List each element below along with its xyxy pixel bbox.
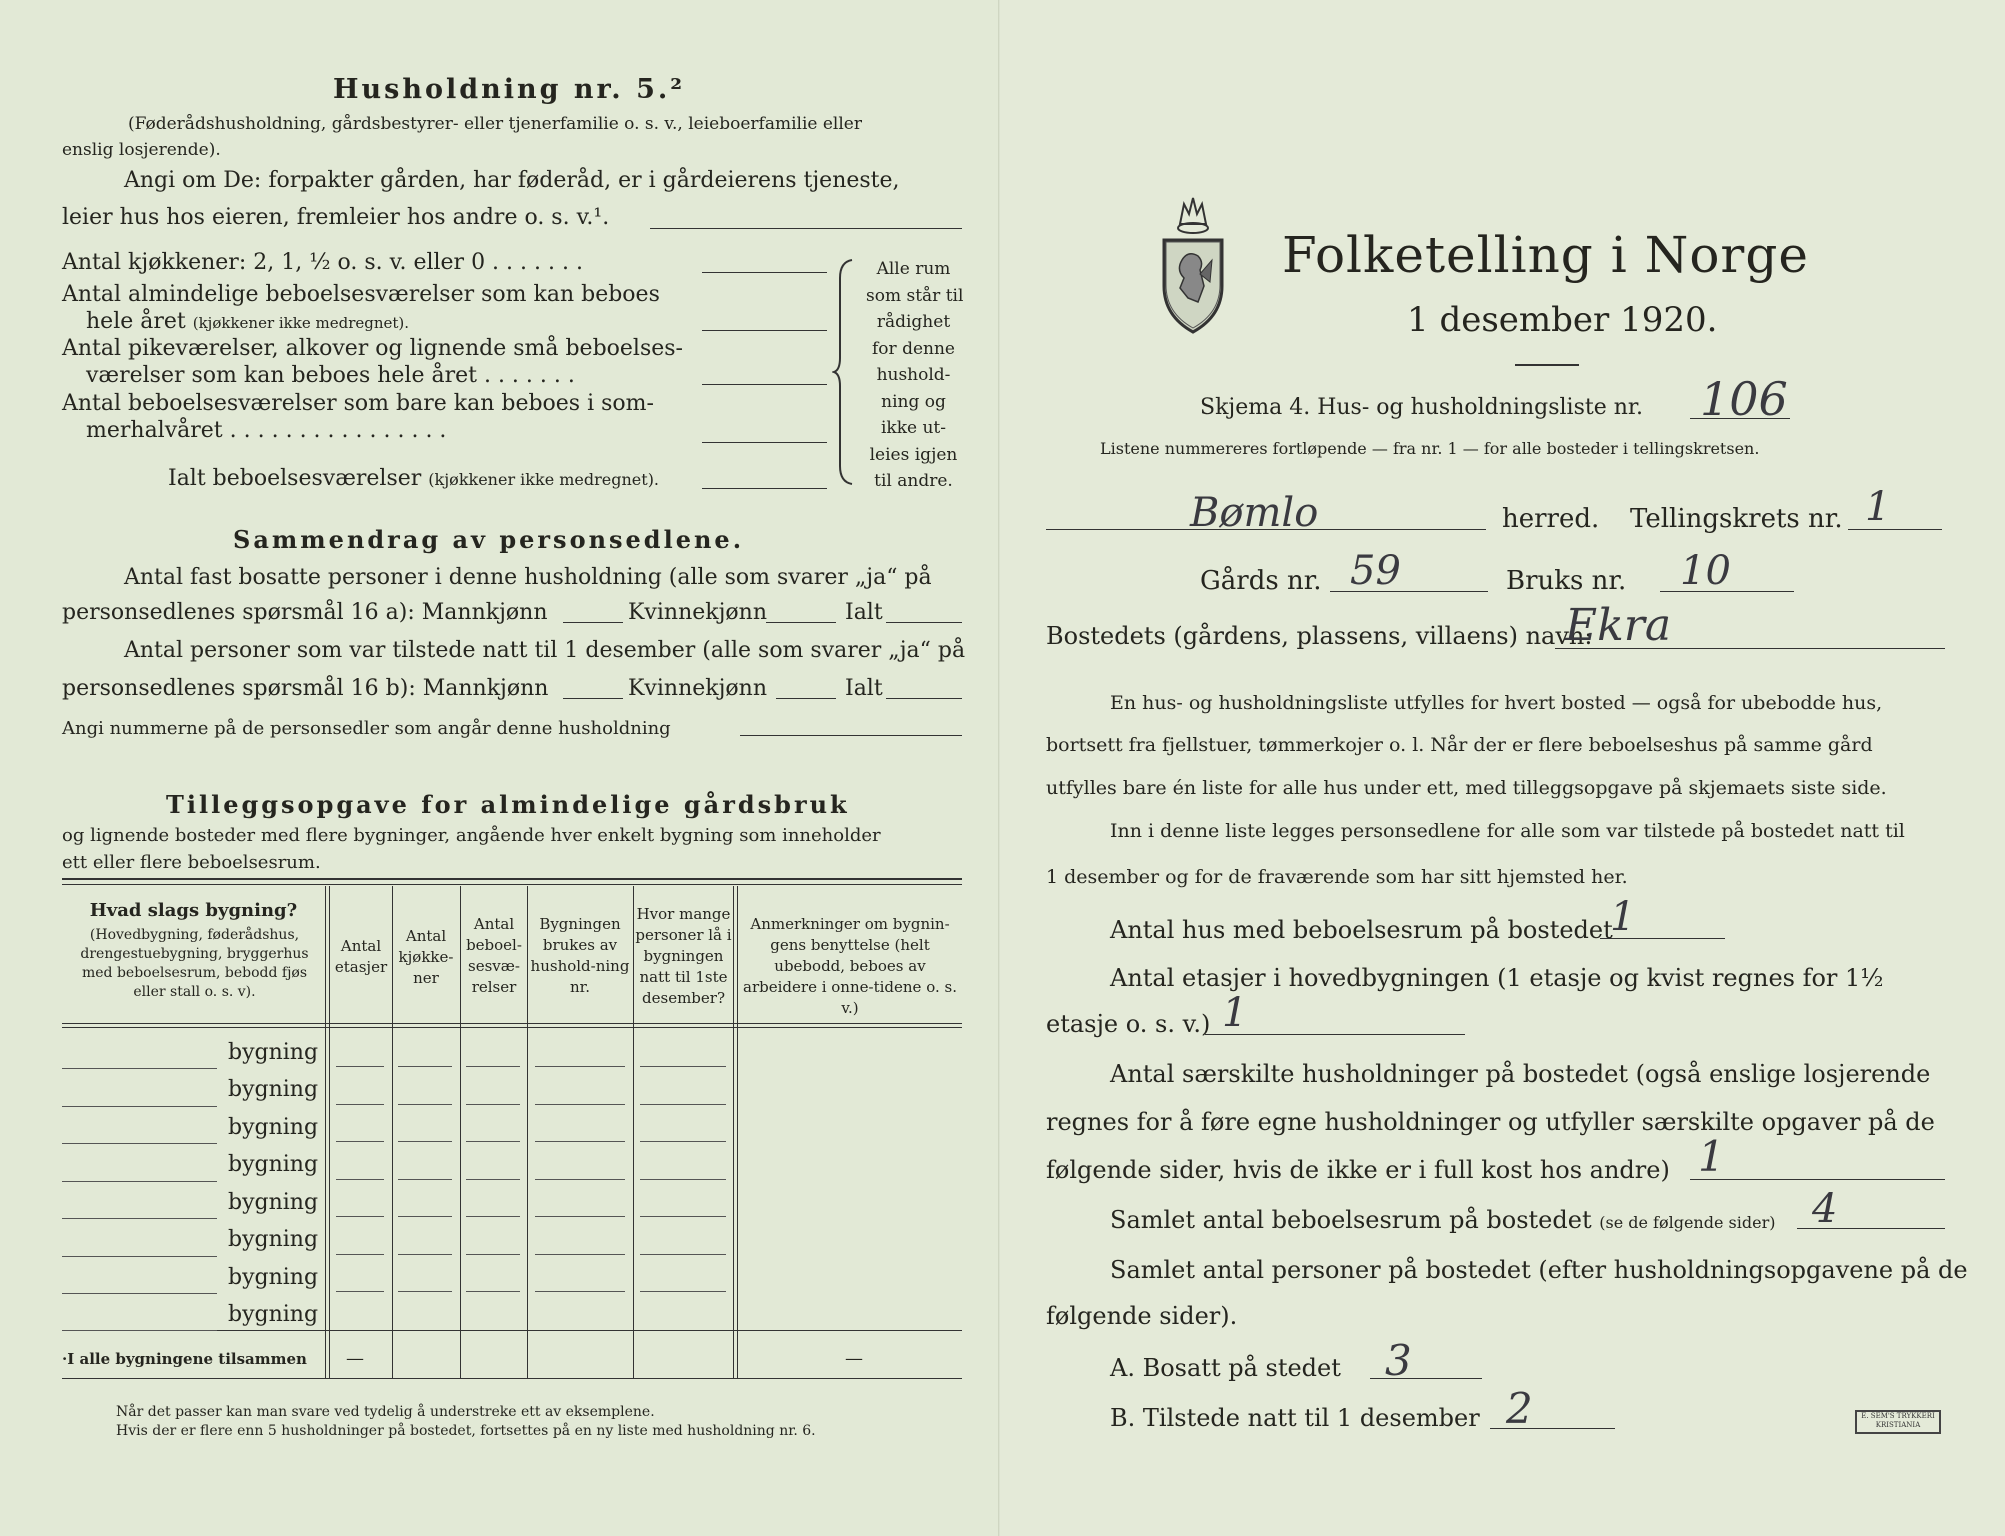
q-small-rooms-a: Antal pikeværelser, alkover og lignende små beboelses-: [62, 336, 683, 361]
census-date: 1 desember 1920.: [1407, 300, 1718, 340]
col-header-household: Bygningen brukes av hushold-ning nr.: [530, 915, 630, 996]
summary-line-2d: Ialt: [845, 676, 883, 701]
r1-line: [1600, 938, 1725, 939]
tillegg-line-1: og lignende bosteder med flere bygninger, angående hver enkelt bygning som inneholder: [62, 825, 881, 846]
r2-value[interactable]: 1: [1222, 990, 1248, 1036]
col-header-floors: Antal etasjer: [334, 937, 388, 976]
angi-answer-line[interactable]: [650, 228, 962, 229]
q-small-rooms-b: værelser som kan beboes hele året . . . . . . .: [86, 363, 575, 388]
q-rooms-a: Antal almindelige beboelsesværelser som kan beboes: [62, 282, 660, 307]
census-title: Folketelling i Norge: [1282, 226, 1809, 284]
tillegg-title: Tilleggsopgave for almindelige gårdsbruk: [166, 790, 850, 819]
r3-label-a: Antal særskilte husholdninger på bostedet (også enslige losjerende: [1110, 1060, 1931, 1088]
col-header-persons: Hvor mange personer lå i bygningen natt til 1ste desember?: [635, 905, 732, 1007]
info-line-2: bortsett fra fjellstuer, tømmerkojer o. l. Når der er flere beboelseshus på samme gård: [1046, 734, 1873, 756]
r5-label-a: Samlet antal personer på bostedet (efter husholdningsopgavene på de: [1110, 1256, 1968, 1284]
bruks-value[interactable]: 10: [1680, 548, 1731, 594]
herred-line: [1046, 529, 1486, 530]
summary-line-3: Angi nummerne på de personsedler som angår denne husholdning: [62, 718, 671, 739]
col-header-building-type: Hvad slags bygning?: [89, 900, 298, 921]
household-subtitle-2: enslig losjerende).: [62, 140, 221, 160]
r2-label-b: etasje o. s. v.): [1046, 1010, 1211, 1038]
info-line-4: Inn i denne liste legges personsedlene for alle som var tilstede på bostedet natt til: [1110, 820, 1905, 842]
angi-line-2: leier hus hos eieren, fremleier hos andre o. s. v.¹.: [62, 205, 610, 230]
q-kitchens-answer[interactable]: [702, 272, 827, 273]
r1-label: Antal hus med beboelsesrum på bostedet: [1110, 916, 1613, 944]
household-subtitle-1: (Føderådshusholdning, gårdsbestyrer- eller tjenerfamilie o. s. v., leieboerfamilie eller: [128, 114, 862, 134]
gards-value[interactable]: 59: [1350, 548, 1401, 594]
title-divider: [1515, 364, 1579, 366]
summary-line-2b: personsedlenes spørsmål 16 b): Mannkjønn: [62, 676, 549, 701]
rB-line: [1490, 1428, 1615, 1429]
brace-icon: [832, 258, 858, 486]
rB-value[interactable]: 2: [1506, 1384, 1533, 1433]
q-total-rooms: Ialt beboelsesværelser (kjøkkener ikke medregnet).: [168, 466, 660, 491]
bostedet-line: [1555, 648, 1945, 649]
bruks-line: [1660, 591, 1794, 592]
summary-line-1a: Antal fast bosatte personer i denne husholdning (alle som svarer „ja“ på: [124, 565, 932, 590]
summary-title: Sammendrag av personsedlene.: [233, 525, 745, 554]
r1-value[interactable]: 1: [1610, 894, 1636, 940]
gards-line: [1330, 591, 1488, 592]
summary-line-2c: Kvinnekjønn: [628, 676, 767, 701]
col-header-remarks: Anmerkninger om bygnin-gens benyttelse (helt ubebodd, beboes av arbeidere i onne-tidene o. s. v.): [743, 915, 957, 1017]
rA-value[interactable]: 3: [1385, 1336, 1412, 1385]
s2-male-answer[interactable]: [563, 698, 623, 699]
tellingskrets-value[interactable]: 1: [1865, 484, 1891, 530]
tellingskrets-label: Tellingskrets nr.: [1630, 504, 1843, 534]
bostedet-value[interactable]: Ekra: [1565, 600, 1672, 651]
bruks-label: Bruks nr.: [1506, 566, 1627, 596]
footnote-1: Når det passer kan man svare ved tydelig å understreke ett av eksemplene.: [116, 1404, 655, 1420]
summary-line-1b: personsedlenes spørsmål 16 a): Mannkjønn: [62, 600, 548, 625]
r2-line: [1205, 1034, 1465, 1035]
info-line-1: En hus- og husholdningsliste utfylles for hvert bosted — også for ubebodde hus,: [1110, 692, 1883, 714]
col-header-rooms: Antal beboel-sesvæ-relser: [466, 915, 522, 996]
summary-line-1d: Ialt: [845, 600, 883, 625]
rA-line: [1370, 1378, 1482, 1379]
q-rooms-answer[interactable]: [702, 330, 827, 331]
q-summer-rooms-b: merhalvåret . . . . . . . . . . . . . . . .: [86, 418, 447, 443]
skjema-number-line: [1690, 418, 1790, 419]
summary-line-1c: Kvinnekjønn: [628, 600, 767, 625]
info-line-3: utfylles bare én liste for alle hus under ett, med tilleggsopgave på skjemaets siste side.: [1046, 777, 1887, 799]
s1-female-answer[interactable]: [766, 622, 836, 623]
s2-female-answer[interactable]: [776, 698, 836, 699]
household-title: Husholdning nr. 5.²: [333, 74, 686, 105]
rA-label: A. Bosatt på stedet: [1110, 1354, 1341, 1382]
skjema-label: Skjema 4. Hus- og husholdningsliste nr.: [1200, 395, 1643, 420]
s2-total-answer[interactable]: [886, 698, 962, 699]
tillegg-line-2: ett eller flere beboelsesrum.: [62, 852, 321, 873]
q-summer-rooms-answer[interactable]: [702, 442, 827, 443]
brace-note: Alle rum som står til rådighet for denne hushold- ning og ikke ut- leies igjen til andre.: [866, 259, 964, 491]
right-page: [1000, 0, 2005, 1536]
s3-answer[interactable]: [740, 735, 962, 736]
tellingskrets-line: [1848, 529, 1942, 530]
info-line-5: 1 desember og for de fraværende som har sitt hjemsted her.: [1046, 866, 1628, 888]
r3-line: [1690, 1179, 1945, 1180]
printer-stamp: E. SEM'S TRYKKERI KRISTIANIA: [1855, 1410, 1941, 1434]
r5-label-b: følgende sider).: [1046, 1302, 1238, 1330]
q-summer-rooms-a: Antal beboelsesværelser som bare kan beboes i som-: [62, 391, 654, 416]
col-header-building-desc: (Hovedbygning, føderådshus, drengestuebygning, bryggerhus med beboelsesrum, bebodd fjøs eller stall o. s. v).: [80, 927, 309, 1000]
herred-value[interactable]: Bømlo: [1190, 490, 1319, 536]
s1-male-answer[interactable]: [563, 622, 623, 623]
r3-label-c: følgende sider, hvis de ikke er i full kost hos andre): [1046, 1156, 1670, 1184]
table-total-label: ·I alle bygningene tilsammen: [62, 1350, 307, 1368]
r4-value[interactable]: 4: [1812, 1186, 1838, 1232]
q-rooms-b: hele året (kjøkkener ikke medregnet).: [86, 309, 410, 334]
summary-line-2a: Antal personer som var tilstede natt til 1 desember (alle som svarer „ja“ på: [124, 638, 966, 663]
r2-label-a: Antal etasjer i hovedbygningen (1 etasje og kvist regnes for 1½: [1110, 964, 1884, 992]
footnote-2: Hvis der er flere enn 5 husholdninger på bostedet, fortsettes på en ny liste med husholdning nr. 6.: [116, 1423, 816, 1439]
angi-line-1: Angi om De: forpakter gården, har føderåd, er i gårdeierens tjeneste,: [124, 168, 900, 193]
herred-label: herred.: [1502, 504, 1600, 534]
table-total-remarks: —: [845, 1348, 863, 1369]
rB-label: B. Tilstede natt til 1 desember: [1110, 1404, 1480, 1432]
coat-of-arms-icon: [1158, 190, 1228, 336]
r4-label: Samlet antal beboelsesrum på bostedet (se de følgende sider): [1110, 1206, 1776, 1234]
skjema-number[interactable]: 106: [1700, 372, 1788, 426]
table-total-floors: —: [346, 1348, 364, 1369]
s1-total-answer[interactable]: [886, 622, 962, 623]
gards-label: Gårds nr.: [1200, 566, 1322, 596]
listene-note: Listene nummereres fortløpende — fra nr. 1 — for alle bosteder i tellingskretsen.: [1100, 439, 1760, 458]
q-kitchens: Antal kjøkkener: 2, 1, ½ o. s. v. eller 0 . . . . . . .: [62, 250, 583, 275]
r4-line: [1797, 1228, 1945, 1229]
r3-value[interactable]: 1: [1698, 1132, 1725, 1181]
col-header-kitchens: Antal kjøkke-ner: [398, 927, 454, 987]
left-page: Husholdning nr. 5.² (Føderådshusholdning, gårdsbestyrer- eller tjenerfamilie o. s. v., leieboerfamilie eller enslig losjerende). Angi om De: forpakter gården, har føderåd, er i gårdeierens tjeneste, leier hus hos eieren, fremleier hos andre o. s. v.¹. Antal kjøkkener: 2, 1, ½ o. s. v. eller 0 . . . . . . . Antal almindelige beboelsesværelser som kan beboes hele året (kjøkkener ikke medregnet). Antal pikeværelser, alkover og lignende små beboelses- værelser som kan beboes hele året . . . . . . . Antal beboelsesværelser som bare kan beboes i som- merhalvåret . . . . . . . . . . . . . . . . Ialt beboelsesværelser (kjøkkener ikke medregnet). Alle rum som står til rådighet for denne hushold- ning og ikke ut- leies igjen til andre. Sammendrag av personsedlene. Antal fast bosatte personer i denne husholdning (alle som svarer „ja“ på personsedlenes spørsmål 16 a): Mannkjønn Kvinnekjønn Ialt Antal personer som var tilstede natt til 1 desember (alle som svarer „ja“ på personsedlenes spørsmål 16 b): Mannkjønn Kvinnekjønn Ialt Angi nummerne på de personsedler som angår denne husholdning Tilleggsopgave for almindelige gårdsbruk og lignende bosteder med flere bygninger, angående hver enkelt bygning som inneholder ett eller flere beboelsesrum. Hvad slags bygning? (Hovedbygning, føderådshus, drengestuebygning, bryggerhus med beboelsesrum, bebodd fjøs eller stall o. s. v). Antal etasjer Antal kjøkke-ner Antal beboel-sesvæ-relser Bygningen brukes av hushold-ning nr. Hvor mange personer lå i bygningen natt til 1ste desember? Anmerkninger om bygnin-gens benyttelse (helt ubebodd, beboes av arbeidere i onne-tidene o. s. v.) bygning bygning bygning bygning bygning bygning bygning bygning ·I alle bygningene tilsammen — — Når det passer kan man svare ved tydelig å understreke ett av eksemplene. Hvis der er flere enn 5 husholdninger på bostedet, fortsettes på en ny liste med husholdning nr. 6.: [0, 0, 1000, 1536]
q-small-rooms-answer[interactable]: [702, 384, 827, 385]
bostedet-label: Bostedets (gårdens, plassens, villaens) navn:: [1046, 622, 1593, 650]
r3-label-b: regnes for å føre egne husholdninger og utfyller særskilte opgaver på de: [1046, 1108, 1935, 1136]
q-total-rooms-answer[interactable]: [702, 488, 827, 489]
